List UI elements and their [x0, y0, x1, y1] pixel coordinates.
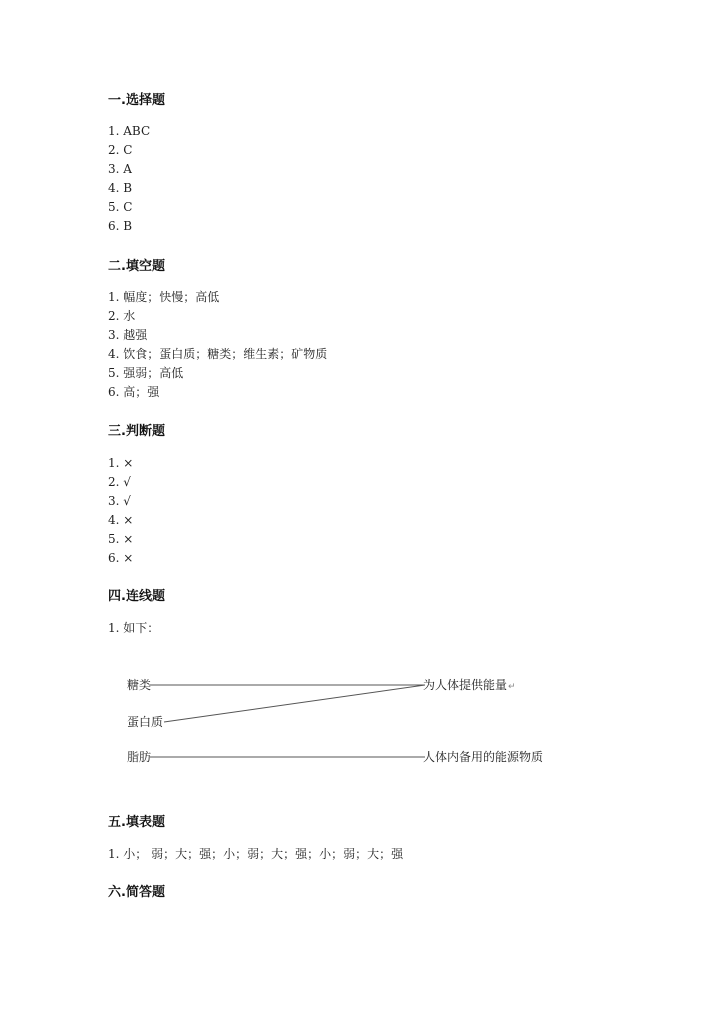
matching-intro: 1. 如下： [108, 621, 160, 635]
list-item: 3. A [108, 162, 132, 176]
list-item: 3. √ [108, 494, 131, 508]
section-title-matching: 四.连线题 [108, 589, 165, 604]
matching-diagram [120, 665, 560, 775]
section-title-short-answer: 六.简答题 [108, 885, 165, 900]
fill-blank-answers-list [108, 288, 327, 402]
list-item: 5. 强弱；高低 [108, 366, 184, 380]
choice-answers-list [108, 122, 150, 236]
list-item: 5. C [108, 200, 133, 214]
match-left-fat: 脂肪 [127, 750, 152, 764]
list-item: 5. × [108, 532, 134, 546]
match-right-energy-text: 为人体提供能量 [423, 678, 508, 692]
match-left-protein: 蛋白质 [127, 715, 164, 729]
list-item: 2. √ [108, 475, 131, 489]
list-item: 1. ABC [108, 124, 151, 138]
section-title-true-false: 三.判断题 [108, 424, 165, 439]
connector-line-protein-energy [164, 685, 425, 722]
section-title-choice: 一.选择题 [108, 93, 165, 108]
list-item: 6. × [108, 551, 134, 565]
match-left-sugar: 糖类 [127, 678, 152, 692]
return-mark-icon: ↵ [508, 682, 516, 692]
true-false-answers-list [108, 454, 133, 568]
list-item: 4. 饮食；蛋白质；糖类；维生素；矿物质 [108, 347, 328, 361]
list-item: 1. × [108, 456, 134, 470]
section-title-fill-blank: 二.填空题 [108, 259, 165, 274]
list-item: 6. B [108, 219, 133, 233]
list-item: 2. 水 [108, 309, 136, 323]
list-item: 2. C [108, 143, 133, 157]
list-item: 4. × [108, 513, 134, 527]
match-right-reserve: 人体内备用的能源物质 [423, 750, 544, 764]
list-item: 1. 幅度；快慢；高低 [108, 290, 220, 304]
match-right-energy [423, 677, 516, 695]
list-item: 4. B [108, 181, 133, 195]
list-item: 6. 高；强 [108, 385, 160, 399]
table-fill-answer: 1. 小； 弱；大；强；小；弱；大；强；小；弱；大；强 [108, 847, 404, 861]
list-item: 3. 越强 [108, 328, 148, 342]
section-title-table-fill: 五.填表题 [108, 815, 165, 830]
